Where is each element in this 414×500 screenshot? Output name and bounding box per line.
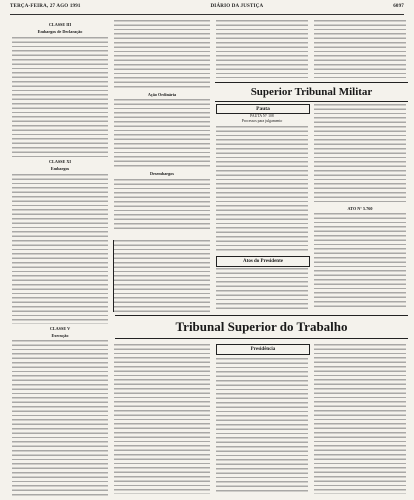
- col3-text-block-4: [216, 358, 308, 494]
- col4-text-block-2: [314, 104, 406, 204]
- pauta-box: Pauta: [216, 104, 310, 114]
- column-4-top: [314, 20, 406, 78]
- col1-text-block-3: [12, 340, 108, 496]
- col1-heading-execucao: Execução: [51, 333, 69, 339]
- header-publication: DIÁRIO DA JUSTIÇA: [210, 4, 264, 9]
- column-3-top: [216, 20, 308, 78]
- pauta-number: PAUTA N° 108: [250, 114, 274, 118]
- col2-text-block-5: [114, 344, 210, 494]
- column-3-middle: [216, 126, 308, 252]
- pauta-subtitle: [216, 114, 308, 123]
- col1-heading-classe-xi: CLASSE XI: [49, 158, 71, 164]
- section-title-stm: Superior Tribunal Militar: [215, 82, 408, 102]
- section-title-tst: Tribunal Superior do Trabalho: [115, 315, 408, 339]
- header-date: TERÇA-FEIRA, 27 AGO 1991: [10, 4, 81, 9]
- col1-heading-embargos-declaracao: Embargos de Declaração: [37, 29, 83, 35]
- col3-text-block-1: [216, 20, 308, 78]
- col4-text-block-4: [314, 344, 406, 494]
- col4-text-block-3: [314, 213, 406, 309]
- column-1: [12, 20, 108, 496]
- pauta-description: Processos para julgamento: [241, 118, 283, 123]
- col2-text-block-3: [114, 179, 210, 229]
- column-4-bottom: [314, 344, 406, 494]
- atos-presidente-box: Atos do Presidente: [216, 256, 310, 267]
- col4-heading-ato: ATO N° 5.760: [347, 206, 373, 211]
- column-2-bottom: [114, 344, 210, 494]
- col1-heading-classe-v: CLASSE V: [49, 325, 71, 331]
- col2-text-block-2: [114, 99, 210, 169]
- column-2-lower: [114, 240, 210, 312]
- page-header: [10, 4, 404, 15]
- col4-text-block-1: [314, 20, 406, 78]
- column-4-middle: [314, 104, 406, 310]
- column-3-lower: [216, 268, 308, 310]
- header-page-number: 6097: [393, 4, 404, 9]
- col1-heading-classe-iii: CLASSE III: [48, 22, 72, 27]
- col2-heading-acao-ordinaria: Ação Ordinária: [147, 92, 177, 97]
- column-3-bottom: [216, 358, 308, 494]
- col2-text-block-1: [114, 20, 210, 90]
- col3-text-block-2: [216, 126, 308, 252]
- col1-text-block-1: [12, 37, 108, 157]
- col1-text-block-2: [12, 174, 108, 324]
- col3-text-block-3: [216, 268, 308, 310]
- col2-text-block-4: [114, 240, 210, 312]
- col1-heading-embargos: Embargos: [50, 166, 70, 172]
- presidencia-box: Presidência: [216, 344, 310, 355]
- column-2: [114, 20, 210, 235]
- col2-heading-desembargos: Desembargos: [150, 171, 174, 177]
